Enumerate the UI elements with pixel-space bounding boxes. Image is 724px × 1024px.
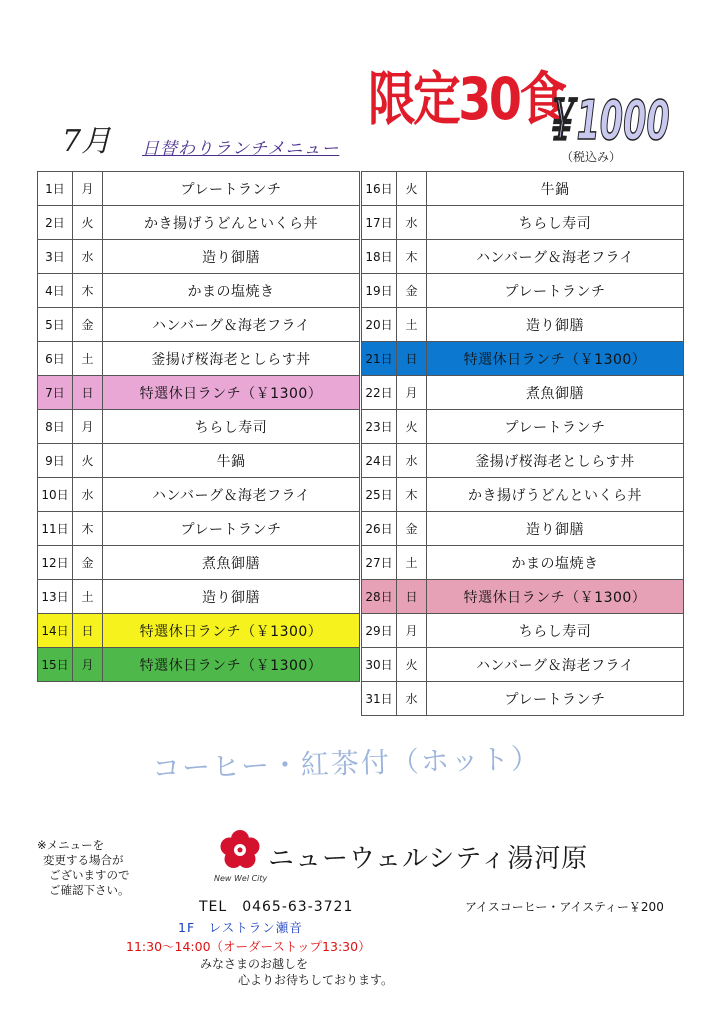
day-cell: 31日 [362,682,397,716]
menu-row [362,206,684,240]
weekday-cell: 水 [73,240,103,274]
menu-row [362,376,684,410]
menu-row [38,274,360,308]
day-cell: 22日 [362,376,397,410]
menu-row [38,410,360,444]
menu-row [362,172,684,206]
meal-cell: ちらし寿司 [103,410,360,444]
weekday-cell: 木 [73,274,103,308]
notice-line: 変更する場合が [43,853,124,867]
day-cell: 23日 [362,410,397,444]
notice-line: ございますので [49,868,130,882]
notice-line: ご確認下さい。 [49,883,130,897]
day-cell: 14日 [38,614,73,648]
day-cell: 24日 [362,444,397,478]
price-heading: ￥1000 [543,89,670,152]
meal-cell: 特選休日ランチ（￥1300） [103,648,360,682]
logo-tagline: New Wel City [214,874,268,883]
weekday-cell: 土 [397,308,427,342]
weekday-cell: 月 [73,172,103,206]
meal-cell: 特選休日ランチ（￥1300） [103,376,360,410]
menu-row [362,478,684,512]
meal-cell: 煮魚御膳 [427,376,684,410]
meal-cell: ちらし寿司 [427,206,684,240]
greeting-line-1: みなさまのお越しを [200,957,309,971]
weekday-cell: 火 [73,444,103,478]
weekday-cell: 木 [73,512,103,546]
meal-cell: プレートランチ [427,274,684,308]
day-cell: 16日 [362,172,397,206]
day-cell: 18日 [362,240,397,274]
meal-cell: ハンバーグ＆海老フライ [427,240,684,274]
meal-cell: 牛鍋 [427,172,684,206]
weekday-cell: 水 [397,682,427,716]
meal-cell: プレートランチ [103,512,360,546]
weekday-cell: 水 [397,206,427,240]
day-cell: 30日 [362,648,397,682]
weekday-cell: 月 [397,376,427,410]
weekday-cell: 火 [397,648,427,682]
menu-row [362,682,684,716]
menu-subtitle: 日替わりランチメニュー [142,139,340,159]
menu-row [362,614,684,648]
menu-row [362,410,684,444]
meal-cell: 特選休日ランチ（￥1300） [427,342,684,376]
day-cell: 11日 [38,512,73,546]
weekday-cell: 月 [73,648,103,682]
menu-row [362,342,684,376]
menu-row [38,648,360,682]
day-cell: 1日 [38,172,73,206]
menu-row [362,444,684,478]
day-cell: 8日 [38,410,73,444]
menu-row [38,614,360,648]
day-cell: 10日 [38,478,73,512]
weekday-cell: 金 [73,546,103,580]
weekday-cell: 水 [397,444,427,478]
menu-row [362,546,684,580]
weekday-cell: 日 [397,580,427,614]
menu-change-notice [37,838,130,898]
day-cell: 25日 [362,478,397,512]
day-cell: 2日 [38,206,73,240]
day-cell: 17日 [362,206,397,240]
meal-cell: ハンバーグ＆海老フライ [103,478,360,512]
menu-row [38,342,360,376]
weekday-cell: 金 [73,308,103,342]
menu-row [362,580,684,614]
notice-line: ※メニューを [37,838,105,852]
meal-cell: 造り御膳 [427,308,684,342]
weekday-cell: 月 [73,410,103,444]
iced-drinks-price: アイスコーヒー・アイスティー￥200 [465,900,664,914]
weekday-cell: 木 [397,478,427,512]
meal-cell: 特選休日ランチ（￥1300） [427,580,684,614]
menu-row [38,206,360,240]
menu-row [38,478,360,512]
day-cell: 3日 [38,240,73,274]
day-cell: 9日 [38,444,73,478]
menu-row [38,240,360,274]
menu-row [38,172,360,206]
meal-cell: ちらし寿司 [427,614,684,648]
meal-cell: ハンバーグ＆海老フライ [427,648,684,682]
weekday-cell: 日 [73,376,103,410]
weekday-cell: 日 [73,614,103,648]
day-cell: 20日 [362,308,397,342]
meal-cell: 造り御膳 [427,512,684,546]
day-cell: 13日 [38,580,73,614]
weekday-cell: 土 [397,546,427,580]
plum-blossom-icon [219,829,261,871]
day-cell: 26日 [362,512,397,546]
meal-cell: かまの塩焼き [427,546,684,580]
menu-row [38,546,360,580]
telephone: TEL 0465-63-3721 [199,899,354,915]
menu-row [362,274,684,308]
weekday-cell: 土 [73,580,103,614]
menu-row [38,580,360,614]
menu-table-left [37,171,360,682]
menu-row [362,240,684,274]
weekday-cell: 水 [73,478,103,512]
weekday-cell: 火 [73,206,103,240]
weekday-cell: 木 [397,240,427,274]
tax-note: （税込み） [561,150,622,164]
meal-cell: 造り御膳 [103,240,360,274]
menu-row [362,648,684,682]
meal-cell: プレートランチ [103,172,360,206]
day-cell: 4日 [38,274,73,308]
day-cell: 28日 [362,580,397,614]
day-cell: 27日 [362,546,397,580]
day-cell: 6日 [38,342,73,376]
weekday-cell: 火 [397,410,427,444]
day-cell: 12日 [38,546,73,580]
meal-cell: 釜揚げ桜海老としらす丼 [103,342,360,376]
meal-cell: かき揚げうどんといくら丼 [427,478,684,512]
menu-row [38,512,360,546]
day-cell: 29日 [362,614,397,648]
menu-row [362,308,684,342]
meal-cell: ハンバーグ＆海老フライ [103,308,360,342]
limited-quantity-heading: 限定30食 [368,65,565,133]
day-cell: 15日 [38,648,73,682]
weekday-cell: 金 [397,512,427,546]
day-cell: 19日 [362,274,397,308]
meal-cell: かき揚げうどんといくら丼 [103,206,360,240]
meal-cell: 牛鍋 [103,444,360,478]
menu-row [38,444,360,478]
opening-hours: 11:30～14:00（オーダーストップ13:30） [126,939,371,954]
meal-cell: 煮魚御膳 [103,546,360,580]
menu-table-right [361,171,684,716]
weekday-cell: 日 [397,342,427,376]
day-cell: 7日 [38,376,73,410]
month-label: 7月 [62,124,112,159]
day-cell: 5日 [38,308,73,342]
menu-row [38,308,360,342]
weekday-cell: 土 [73,342,103,376]
meal-cell: かまの塩焼き [103,274,360,308]
restaurant-location: 1F レストラン瀬音 [178,920,303,935]
meal-cell: プレートランチ [427,682,684,716]
meal-cell: プレートランチ [427,410,684,444]
meal-cell: 特選休日ランチ（￥1300） [103,614,360,648]
weekday-cell: 金 [397,274,427,308]
menu-row [362,512,684,546]
meal-cell: 造り御膳 [103,580,360,614]
weekday-cell: 火 [397,172,427,206]
weekday-cell: 月 [397,614,427,648]
greeting-line-2: 心よりお待ちしております。 [238,973,394,987]
drink-included-note: コーヒー・紅茶付（ホット） [151,741,542,786]
meal-cell: 釜揚げ桜海老としらす丼 [427,444,684,478]
day-cell: 21日 [362,342,397,376]
company-name: ニューウェルシティ湯河原 [268,844,589,874]
menu-row [38,376,360,410]
